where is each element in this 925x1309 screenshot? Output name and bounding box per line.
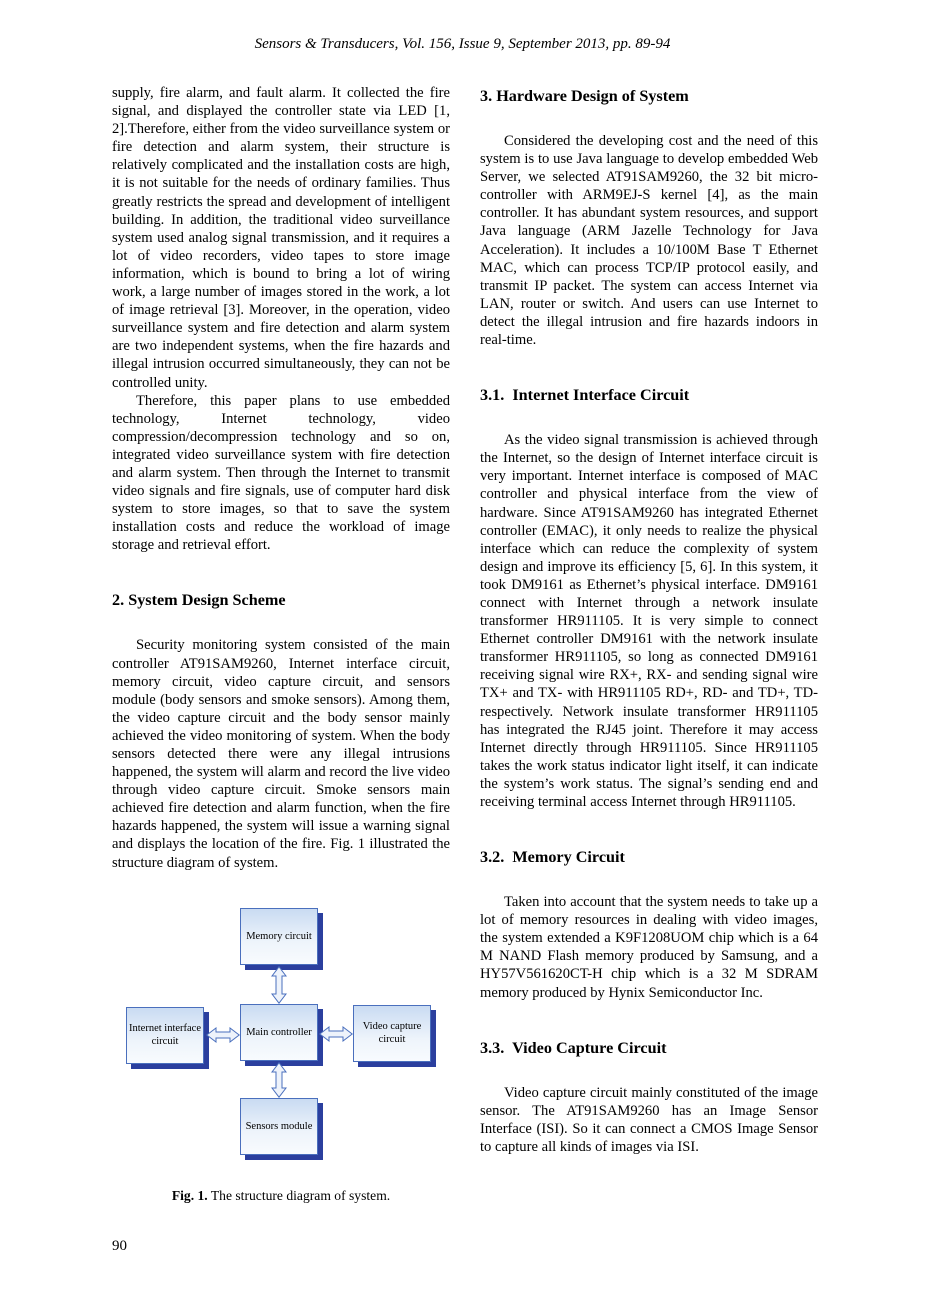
paragraph-memory-circuit: Taken into account that the system needs to take up a lot of memory resources in dealing with video images, the system extended a K9F1208UOM chip which is a 64 M NAND Flash memory produced by Samsung, and a HY57V561620CT-H chip which is a 32 M SDRAM memory produced by Hynix Semiconductor Inc.: [480, 894, 818, 1001]
paragraph-hardware-design: Considered the developing cost and the need of this system is to use Java language to develop embedded Web Server, we selected AT91SAM9260, the 32 bit micro-controller with ARM9EJ-S kernel [4], as the main controller. It has abundant system resources, and support Java language (ARM Jazelle Technology for Java Acceleration). It includes a 10/100M Base T Ethernet MAC, which can process TCP/IP protocol easily, and transmit IP packet. The system can access Internet via LAN, router or switch. And users can use Internet to detect the illegal intrusion and fire hazards indoors in real-time.: [480, 133, 818, 349]
diagram-box-video-capture-circuit: [353, 1005, 431, 1062]
double-arrow-icon-main-sensors: [271, 1062, 287, 1098]
journal-header: Sensors & Transducers, Vol. 156, Issue 9, September 2013, pp. 89-94: [254, 36, 671, 52]
section-heading-video-capture: 3.3. Video Capture Circuit: [480, 1038, 667, 1057]
paragraph-video-capture: Video capture circuit mainly constituted of the image sensor. The AT91SAM9260 has an Image Sensor Interface (ISI). So it can connect a CMOS Image Sensor to capture all kinds of images via ISI.: [480, 1084, 818, 1155]
double-arrow-icon-main-video: [319, 1026, 353, 1042]
figure-caption-label: Fig. 1.: [171, 1187, 208, 1203]
double-arrow-icon-memory-main: [271, 966, 287, 1004]
diagram-box-label: Main controller: [246, 1026, 312, 1038]
paragraph-proposal: Therefore, this paper plans to use embedded technology, Internet technology, video compression/decompression technology and so on, integrated video surveillance system with fire detection and alarm system. Then through the Internet to transmit video signals and fire signals, use of computer hard disk system to store images, so that to save the system installation costs and reduce the workload of image storage and retrieval effort.: [112, 392, 450, 554]
section-heading-system-design: 2. System Design Scheme: [112, 591, 286, 610]
diagram-box-sensors-module: [240, 1098, 318, 1155]
section-heading-memory-circuit: 3.2. Memory Circuit: [480, 848, 625, 867]
diagram-box-label: Sensors module: [245, 1120, 313, 1132]
diagram-box-main-controller: [240, 1004, 318, 1061]
diagram-box-label: Internet interface circuit: [129, 1023, 201, 1048]
paragraph-intro-continuation: supply, fire alarm, and fault alarm. It collected the fire signal, and displayed the controller state via LED [1, 2].Therefore, either from the video surveillance system or fire detection and alarm system, their structure is relatively complicated and the installation costs are high, it is not suitable for the needs of ordinary families. Thus greatly restricts the spread and development of intelligent building. In addition, the traditional video surveillance system used analog signal transmission, and it requires a lot of video recorders, video tapes to store image information, which is bound to bring a lot of wiring work, a large number of images stored in the work, a lot of image retrieval [3]. Moreover, in the operation, video surveillance system and fire detection and alarm system are two independent systems, when the fire hazards and illegal intrusion occurred simultaneously, they can not be controlled unity.: [112, 85, 450, 391]
page-number: 90: [112, 1238, 127, 1254]
left-column: [112, 84, 450, 1204]
diagram-box-label: Memory circuit: [246, 930, 312, 942]
figure-caption-text: The structure diagram of system.: [210, 1187, 391, 1203]
paragraph-internet-interface: As the video signal transmission is achieved through the Internet, so the design of Internet interface circuit is very important. Internet interface is composed of MAC controller and physical interface from the view of hardware. Since AT91SAM9260 has integrated Ethernet controller (EMAC), it only needs to realize the physical interface which can reduce the complexity of system design and improve its efficiency [5, 6]. In this system, it took DM9161 as Ethernet’s physical interface. DM9161 connect with Internet through a network insulate transformer HR911105. It is very simple to connect Ethernet controller DM9161 with the network insulate transformer HR911105, so long as connected DM9161 receiving signal wire RX+, RX- and sending signal wire TX+ and TX- with HR911105 RD+, RD- and TD+, TD- respectively. Network insulate transformer HR911105 has integrated the RJ45 joint. Therefore it may access Internet directly through HR911105. Since HR911105 takes the work status indicator light itself, it can indicate the system’s work status. The signal’s sending end and receiving terminal access Internet through HR911105.: [480, 432, 818, 810]
right-column: [480, 84, 818, 1156]
paragraph-system-design: Security monitoring system consisted of the main controller AT91SAM9260, Internet interface circuit, memory circuit, video capture circuit, and sensors module (body sensors and smoke sensors). Among them, the video capture circuit and the body sensor mainly achieved the video monitoring of system. When the body sensors detected there were any illegal intrusions happened, the system will alarm and record the live video through video capture circuit. Smoke sensors main achieved fire detection and alarm function, when the fire hazards happened, the system will issue a warning signal and displays the location of the fire. Fig. 1 illustrated the structure diagram of system.: [112, 637, 450, 871]
diagram-box-memory-circuit: [240, 908, 318, 965]
figure-caption: [112, 1188, 450, 1204]
section-heading-hardware-design: 3. Hardware Design of System: [480, 87, 689, 105]
section-heading-internet-interface: 3.1. Internet Interface Circuit: [480, 386, 690, 405]
diagram-box-label: Video capture circuit: [362, 1021, 422, 1046]
diagram-box-internet-interface-circuit: [126, 1007, 204, 1064]
double-arrow-icon-internet-main: [206, 1027, 240, 1043]
figure-1-diagram: [112, 904, 450, 1166]
